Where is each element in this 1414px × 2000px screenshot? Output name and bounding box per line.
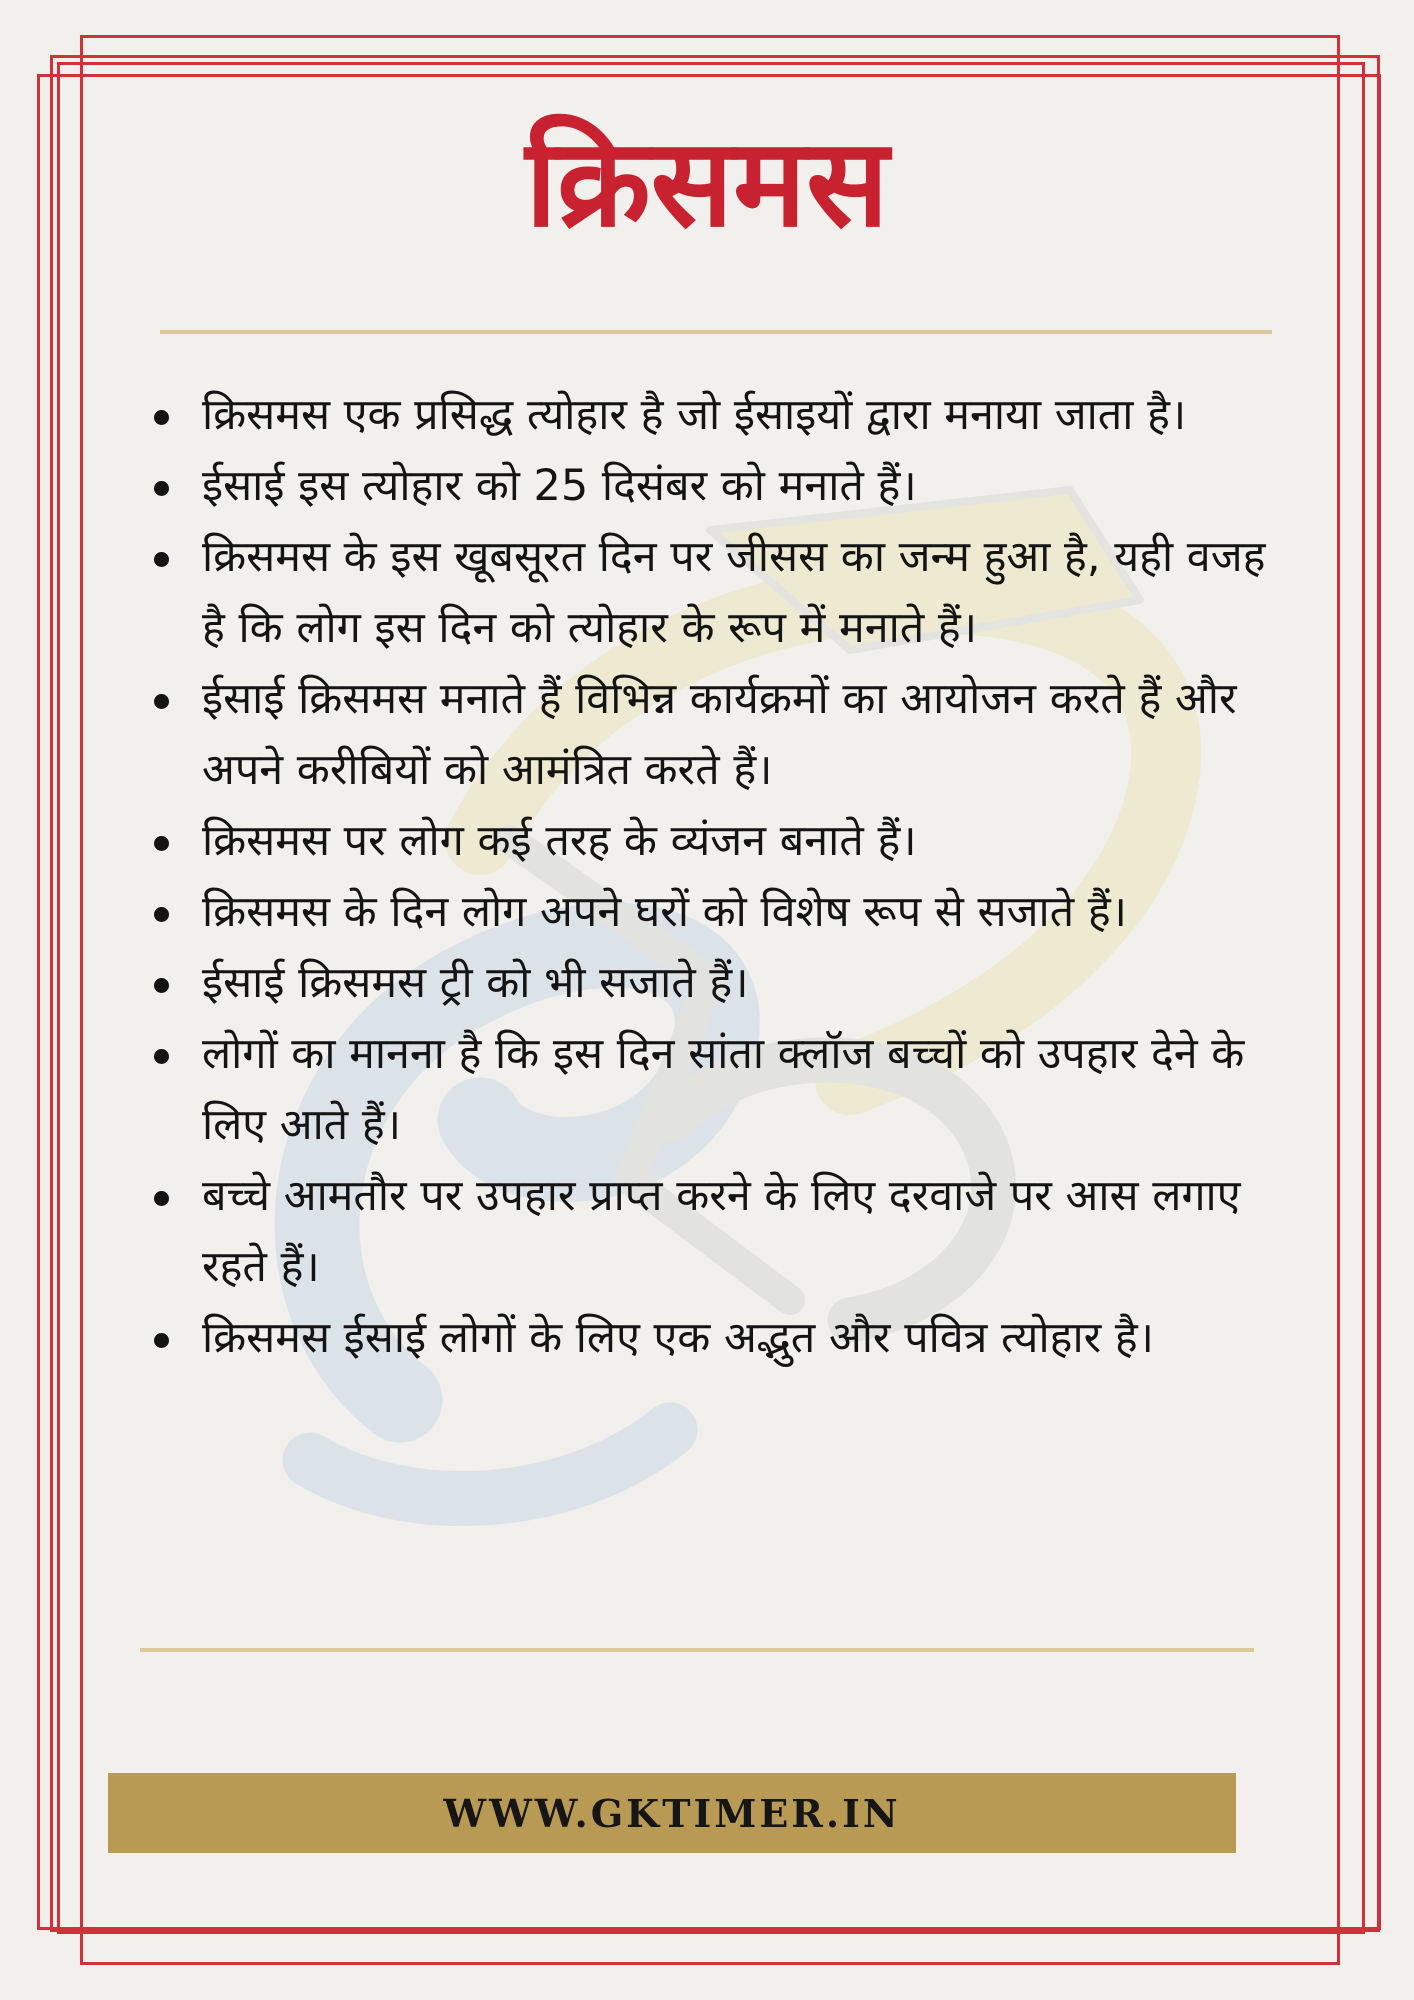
list-item: बच्चे आमतौर पर उपहार प्राप्त करने के लिए दरवाजे पर आस लगाए रहते हैं।: [150, 1161, 1290, 1303]
list-item: क्रिसमस पर लोग कई तरह के व्यंजन बनाते हैं।: [150, 806, 1290, 877]
list-item: ईसाई इस त्योहार को 25 दिसंबर को मनाते हैं।: [150, 451, 1290, 522]
website-url[interactable]: WWW.GKTIMER.IN: [443, 1790, 901, 1836]
list-item: क्रिसमस ईसाई लोगों के लिए एक अद्भुत और पवित्र त्योहार है।: [150, 1303, 1290, 1374]
list-item: ईसाई क्रिसमस मनाते हैं विभिन्न कार्यक्रमों का आयोजन करते हैं और अपने करीबियों को आमंत्रित करते हैं।: [150, 664, 1290, 806]
list-item: क्रिसमस एक प्रसिद्ध त्योहार है जो ईसाइयों द्वारा मनाया जाता है।: [150, 380, 1290, 451]
list-item: क्रिसमस के दिन लोग अपने घरों को विशेष रूप से सजाते हैं।: [150, 877, 1290, 948]
footer-banner: [108, 1773, 1236, 1853]
list-item: क्रिसमस के इस खूबसूरत दिन पर जीसस का जन्म हुआ है, यही वजह है कि लोग इस दिन को त्योहार के रूप में मनाते हैं।: [150, 522, 1290, 664]
bullet-list: [150, 380, 1290, 1374]
top-divider: [160, 330, 1272, 334]
page-title: क्रिसमस: [525, 112, 889, 254]
list-item: ईसाई क्रिसमस ट्री को भी सजाते हैं।: [150, 948, 1290, 1019]
bottom-divider: [140, 1648, 1254, 1652]
list-item: लोगों का मानना है कि इस दिन सांता क्लॉज बच्चों को उपहार देने के लिए आते हैं।: [150, 1019, 1290, 1161]
